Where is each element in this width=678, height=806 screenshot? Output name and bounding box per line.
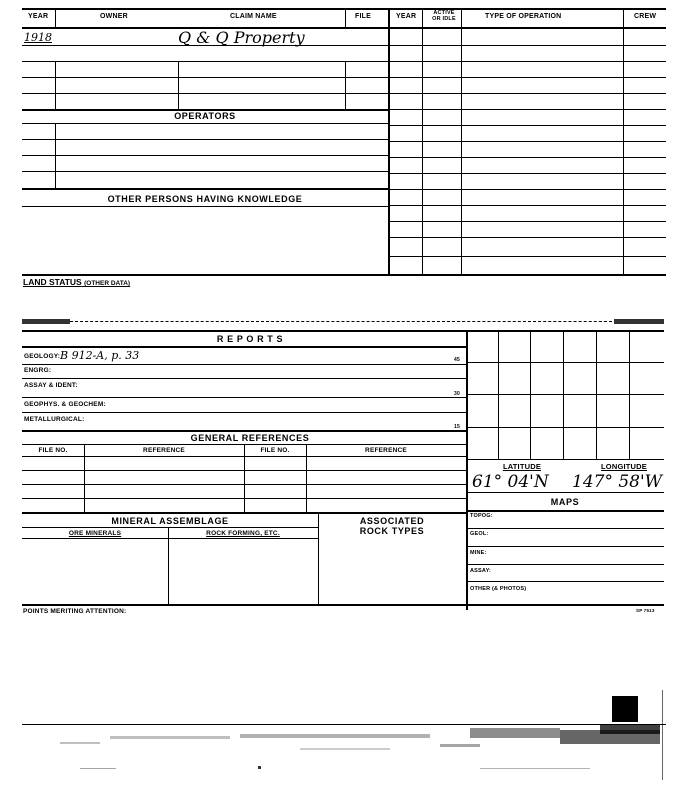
- reports-num-30: 30: [454, 391, 460, 397]
- claim-table: [0, 0, 678, 280]
- longitude-value: 147° 58'W: [572, 472, 663, 492]
- maps-heading: MAPS: [550, 497, 580, 507]
- header-year: YEAR: [28, 13, 49, 20]
- form-number: SP 7513: [636, 608, 655, 613]
- other-persons-heading: OTHER PERSONS HAVING KNOWLEDGE: [107, 194, 303, 204]
- operators-heading: OPERATORS: [174, 111, 236, 121]
- entry-year: 1918: [24, 31, 52, 44]
- header-year-2: YEAR: [396, 13, 417, 20]
- header-file: FILE: [355, 13, 371, 20]
- latitude-label: LATITUDE: [502, 462, 542, 471]
- header-type-of-operation: TYPE OF OPERATION: [485, 13, 562, 20]
- points-meriting-attention-label: POINTS MERITING ATTENTION:: [23, 608, 127, 615]
- reports-metallurgical-label: METALLURGICAL:: [24, 416, 85, 423]
- associated-rock-types-heading: ASSOCIATED ROCK TYPES: [359, 516, 425, 536]
- mineral-assemblage-heading: MINERAL ASSEMBLAGE: [111, 516, 229, 526]
- maps-mine-label: MINE:: [470, 550, 487, 556]
- header-owner: OWNER: [100, 13, 128, 20]
- reports-assay-label: ASSAY & IDENT:: [24, 382, 78, 389]
- reports-geophys-label: GEOPHYS. & GEOCHEM:: [24, 401, 106, 408]
- land-status-subtitle: (OTHER DATA): [84, 280, 131, 287]
- header-crew: CREW: [634, 13, 657, 20]
- maps-topog-label: TOPOG:: [470, 513, 493, 519]
- maps-other-label: OTHER (& PHOTOS): [470, 586, 527, 592]
- maps-geol-label: GEOL:: [470, 531, 489, 537]
- reports-num-45: 45: [454, 357, 460, 363]
- header-claim-name: CLAIM NAME: [230, 13, 277, 20]
- land-status-label: [23, 277, 130, 287]
- reports-geology-value: B 912-A, p. 33: [60, 349, 140, 362]
- entry-claim-name: Q & Q Property: [178, 28, 305, 47]
- ore-minerals-label: ORE MINERALS: [68, 530, 122, 537]
- maps-assay-label: ASSAY:: [470, 568, 492, 574]
- ref-reference-1: REFERENCE: [143, 447, 185, 454]
- header-active-or-idle: ACTIVE OR IDLE: [432, 10, 456, 22]
- reports-section: [0, 324, 678, 614]
- longitude-label: LONGITUDE: [601, 462, 647, 471]
- reports-engrg-label: ENGRG:: [24, 367, 52, 374]
- reports-heading: R E P O R T S: [216, 334, 284, 344]
- scan-artifacts: [0, 690, 678, 806]
- reports-num-15: 15: [454, 424, 460, 430]
- land-status-title: LAND STATUS: [23, 277, 82, 287]
- ref-reference-2: REFERENCE: [365, 447, 407, 454]
- rock-forming-label: ROCK FORMING, ETC.: [206, 530, 280, 537]
- ref-file-no-2: FILE NO.: [260, 447, 290, 454]
- reports-geology-label: GEOLOGY:: [24, 353, 61, 360]
- general-references-heading: GENERAL REFERENCES: [190, 433, 310, 443]
- ref-file-no-1: FILE NO.: [38, 447, 68, 454]
- latitude-value: 61° 04'N: [472, 472, 549, 492]
